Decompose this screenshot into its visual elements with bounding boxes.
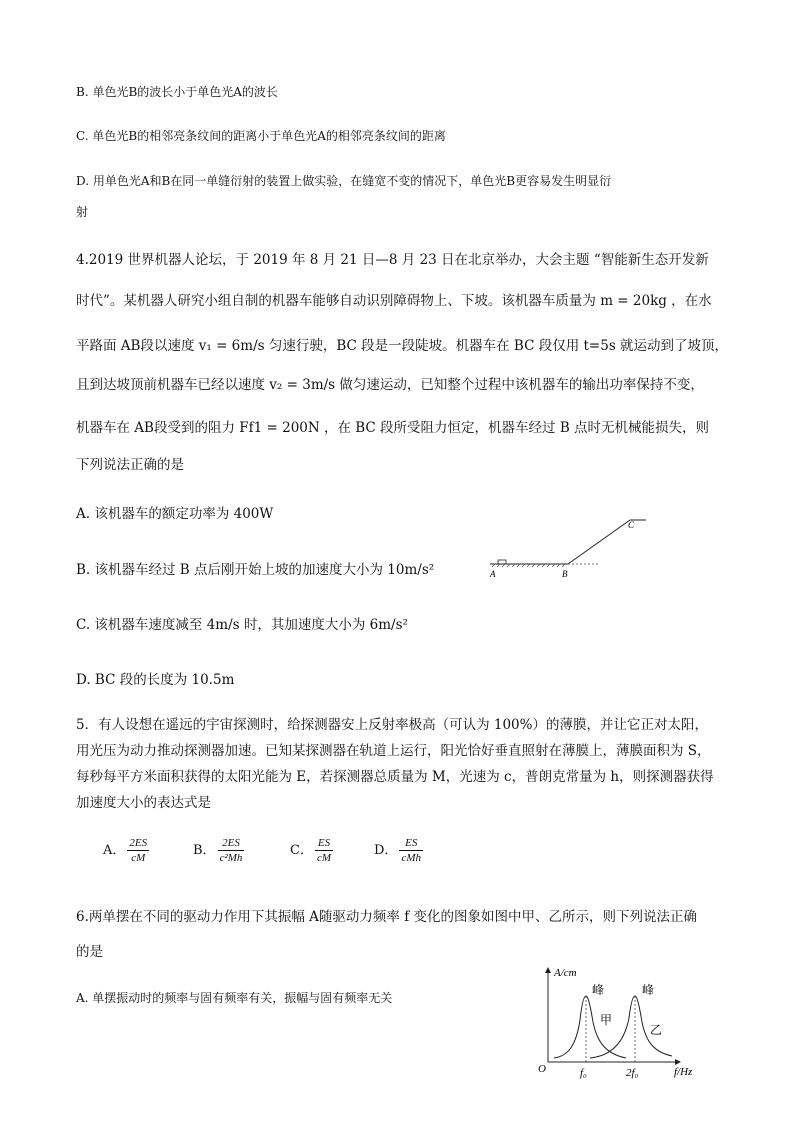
q5-option-a-denominator: cM bbox=[131, 852, 146, 864]
tick-label-f0: f₀ bbox=[580, 1067, 587, 1079]
q4-option-b: B. 该机器车经过 B 点后刚开始上坡的加速度大小为 10m/s² bbox=[76, 562, 435, 578]
figure-label-b: B bbox=[562, 569, 568, 579]
q5-option-d-label: D． bbox=[374, 843, 398, 858]
q5-option-b-denominator: c²Mh bbox=[219, 852, 243, 864]
tick-label-2f0: 2f₀ bbox=[626, 1067, 639, 1079]
q5-option-d bbox=[374, 836, 425, 865]
curve-jia bbox=[554, 996, 626, 1058]
q4-stem-line1: 4.2019 世界机器人论坛，于 2019 年 8 月 21 日—8 月 23 日在北京举办，大会主题 “智能新生态开发新 bbox=[76, 252, 709, 268]
q5-option-c-denominator: cM bbox=[316, 852, 331, 864]
q5-option-c-label: C． bbox=[290, 843, 313, 858]
figure-label-a: A bbox=[490, 569, 496, 579]
q5-option-c bbox=[290, 836, 335, 865]
q6-stem-line2: 的是 bbox=[76, 944, 103, 960]
q3-option-d-line1: D. 用单色光A和B在同一单缝衍射的装置上做实验，在缝宽不变的情况下，单色光B更容易发生明显衍 bbox=[76, 174, 612, 188]
q6-option-a: A. 单摆振动时的频率与固有频率有关，振幅与固有频率无关 bbox=[76, 991, 393, 1005]
graph-y-label: A/cm bbox=[554, 967, 577, 979]
q4-stem-line3: 平路面 AB段以速度 v₁ = 6m/s 匀速行驶，BC 段是一段陡坡。机器车在 BC 段仅用 t=5s 就运动到了坡顶， bbox=[76, 338, 729, 354]
q3-option-b: B. 单色光B的波长小于单色光A的波长 bbox=[76, 85, 278, 99]
q5-option-a-numerator: 2ES bbox=[129, 837, 148, 849]
q4-slope-figure bbox=[486, 512, 656, 584]
q4-stem-line5: 机器车在 AB段受到的阻力 Ff1 = 200N ，在 BC 段所受阻力恒定，机器车经过 B 点时无机械能损失，则 bbox=[76, 420, 710, 436]
q4-stem-line2: 时代”。某机器人研究小组自制的机器车能够自动识别障碍物上、下坡。该机器车质量为 m = 20kg ，在水 bbox=[76, 293, 712, 309]
q6-resonance-graph bbox=[530, 960, 710, 1080]
q4-option-d: D. BC 段的长度为 10.5m bbox=[76, 672, 235, 688]
q5-stem-line4: 加速度大小的表达式是 bbox=[76, 795, 211, 811]
q6-stem-line1: 6.两单摆在不同的驱动力作用下其振幅 A随驱动力频率 f 变化的图象如图中甲、乙所示，则下列说法正确 bbox=[76, 909, 697, 925]
q4-stem-line6: 下列说法正确的是 bbox=[76, 457, 184, 473]
q4-option-a: A. 该机器车的额定功率为 400W bbox=[76, 506, 274, 522]
graph-origin-label: O bbox=[538, 1063, 546, 1075]
peak-label-yi: 峰 bbox=[642, 983, 655, 997]
peak-label-jia: 峰 bbox=[592, 983, 605, 997]
q5-option-d-denominator: cMh bbox=[401, 852, 421, 864]
q5-option-c-numerator: ES bbox=[315, 836, 333, 851]
q5-option-d-numerator: ES bbox=[399, 836, 423, 851]
q5-stem-line1: 5．有人设想在遥远的宇宙探测时，给探测器安上反射率极高（可认为 100%）的薄膜，并让它正对太阳， bbox=[76, 717, 708, 733]
q3-option-d-line2: 射 bbox=[76, 205, 89, 219]
q5-option-b-label: B． bbox=[193, 843, 216, 858]
q5-option-a-label: A． bbox=[103, 843, 126, 858]
q5-stem-line2: 用光压为动力推动探测器加速。已知某探测器在轨道上运行，阳光恰好垂直照射在薄膜上，薄膜面积为 S， bbox=[76, 743, 711, 759]
q3-option-c: C. 单色光B的相邻亮条纹间的距离小于单色光A的相邻亮条纹间的距离 bbox=[76, 129, 446, 143]
q4-option-c: C. 该机器车速度减至 4m/s 时，其加速度大小为 6m/s² bbox=[76, 617, 408, 633]
q5-stem-line3: 每秒每平方米面积获得的太阳光能为 E，若探测器总质量为 M，光速为 c，普朗克常量为 h，则探测器获得 bbox=[76, 769, 714, 785]
curve-label-jia: 甲 bbox=[600, 1013, 613, 1027]
q4-stem-line4: 且到达坡顶前机器车已经以速度 v₂ = 3m/s 做匀速运动，已知整个过程中该机器车的输出功率保持不变， bbox=[76, 377, 704, 393]
q5-option-b-numerator: 2ES bbox=[218, 836, 245, 851]
figure-label-c: C bbox=[628, 520, 635, 530]
curve-label-yi: 乙 bbox=[650, 1023, 663, 1037]
q5-option-b bbox=[193, 836, 246, 865]
q5-option-a bbox=[103, 836, 151, 865]
graph-x-label: f/Hz bbox=[674, 1066, 693, 1078]
